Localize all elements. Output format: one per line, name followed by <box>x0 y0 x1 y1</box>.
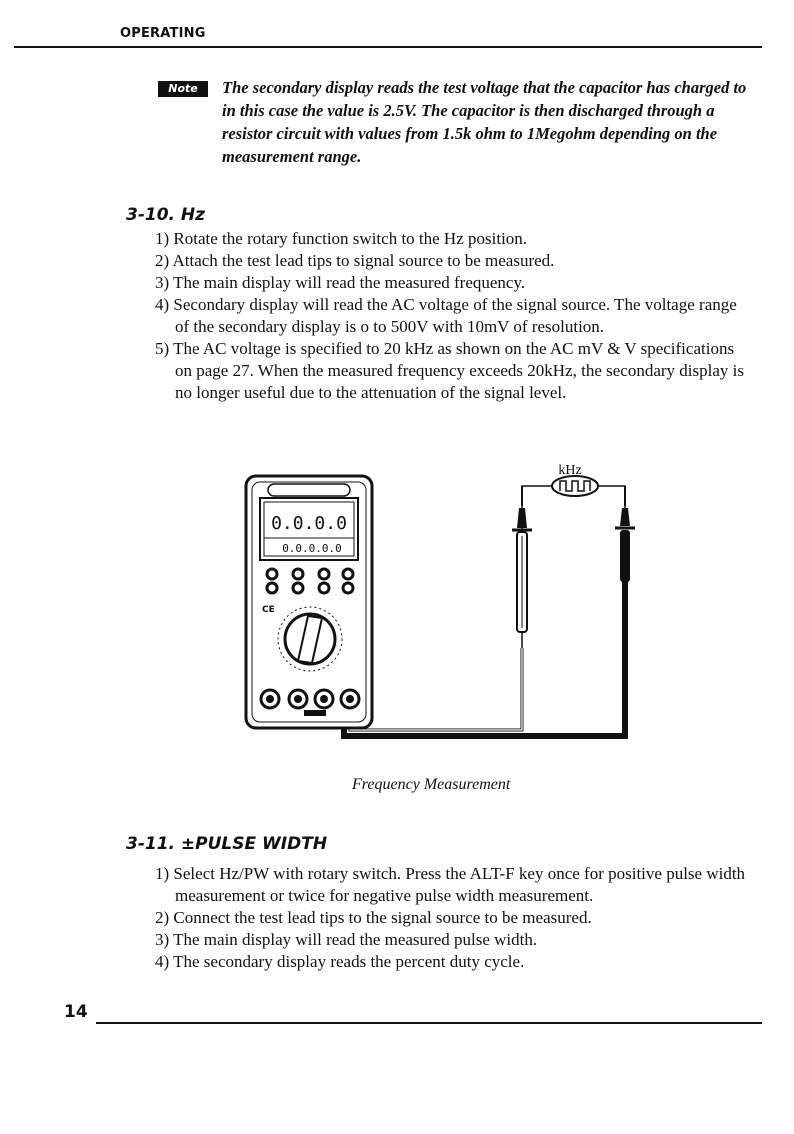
rotary-switch <box>278 607 342 671</box>
list-item: 4) The secondary display reads the percent duty cycle. <box>155 952 525 971</box>
list-item: 3) The main display will read the measured frequency. <box>155 273 526 292</box>
signal-label: kHz <box>558 463 582 478</box>
section-title-pulse-width: 3-11. ±PULSE WIDTH <box>126 834 328 854</box>
list-item: 1) Select Hz/PW with rotary switch. Press the ALT-F key once for positive pulse width measurement or twice for negative pulse width measurement. <box>155 864 746 905</box>
probe-negative <box>615 486 635 582</box>
section-title-hz: 3-10. Hz <box>126 205 206 225</box>
pulse-steps-list <box>155 863 755 973</box>
multimeter <box>246 476 372 728</box>
footer-rule <box>96 1022 762 1024</box>
list-item: 1) Rotate the rotary function switch to the Hz position. <box>155 229 528 248</box>
figure-caption: Frequency Measurement <box>352 776 511 793</box>
list-item: 4) Secondary display will read the AC voltage of the signal source. The voltage range of the secondary display is o to 500V with 10mV of resolution. <box>155 295 737 336</box>
signal-source <box>522 463 625 648</box>
list-item: 5) The AC voltage is specified to 20 kHz as shown on the AC mV & V specifications on page 27. When the measured frequency exceeds 20kHz, the secondary display is no longer useful due to the attenuation of the signal level. <box>155 339 744 402</box>
note-badge: Note <box>158 81 208 97</box>
secondary-display-readout: 0.0.0.0.0 <box>282 542 342 555</box>
list-item: 2) Connect the test lead tips to the signal source to be measured. <box>155 908 592 927</box>
test-lead-wires <box>344 576 625 736</box>
frequency-measurement-figure <box>240 456 640 768</box>
hz-steps-list <box>155 228 755 404</box>
note-text: The secondary display reads the test voltage that the capacitor has charged to in this case the value is 2.5V. The capacitor is then discharged through a resistor circuit with values from 1.5k ohm to 1Megohm depending on the measurement range. <box>222 78 747 166</box>
page-number: 14 <box>64 1002 88 1022</box>
main-display-readout: 0.0.0.0 <box>271 513 347 534</box>
list-item: 3) The main display will read the measured pulse width. <box>155 930 538 949</box>
list-item: 2) Attach the test lead tips to signal source to be measured. <box>155 251 555 270</box>
ce-mark: CE <box>262 605 275 615</box>
header-title: OPERATING <box>120 26 206 41</box>
header-rule <box>14 46 762 48</box>
